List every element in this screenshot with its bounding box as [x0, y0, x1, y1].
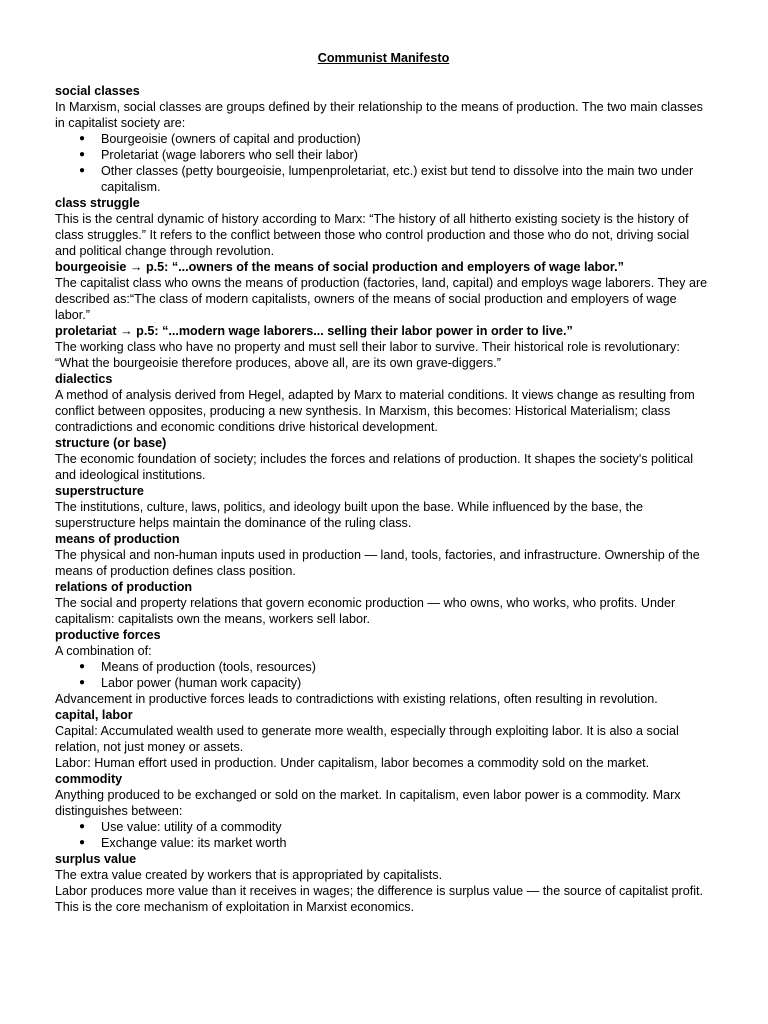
section-term: proletariat → p.5: “...modern wage laborers... selling their labor power in order to live.”	[55, 324, 573, 338]
section-term: surplus value	[55, 852, 137, 866]
list-item	[79, 147, 712, 163]
list-item-text: Use value: utility of a commodity	[101, 820, 282, 834]
bullet-icon: ●	[79, 165, 86, 176]
bullet-list	[55, 131, 712, 195]
list-item	[79, 675, 712, 691]
list-item	[79, 819, 712, 835]
document-body	[55, 83, 712, 915]
section-paragraph: Advancement in productive forces leads to contradictions with existing relations, often resulting in revolution.	[55, 692, 658, 706]
section-term: structure (or base)	[55, 436, 167, 450]
section-paragraph: In Marxism, social classes are groups defined by their relationship to the means of production. The two main classes in capitalist society are:	[55, 100, 703, 130]
list-item-text: Bourgeoisie (owners of capital and production)	[101, 132, 361, 146]
bullet-icon: ●	[79, 677, 86, 688]
section-paragraph: This is the central dynamic of history according to Marx: “The history of all hitherto existing society is the history of class struggles.” It refers to the conflict between those who control production and those who do not, driving social and political change through revolution.	[55, 212, 690, 258]
section-paragraph: Labor produces more value than it receives in wages; the difference is surplus value — the source of capitalist profit. This is the core mechanism of exploitation in Marxist economics.	[55, 884, 703, 914]
section-paragraph: Capital: Accumulated wealth used to generate more wealth, especially through exploiting labor. It is also a social relation, not just money or assets.	[55, 724, 679, 754]
list-item	[79, 835, 712, 851]
section-paragraph: The extra value created by workers that is appropriated by capitalists.	[55, 868, 443, 882]
section-term: relations of production	[55, 580, 193, 594]
section-paragraph: The physical and non-human inputs used in production — land, tools, factories, and infrastructure. Ownership of the means of production defines class position.	[55, 548, 700, 578]
section-term: means of production	[55, 532, 180, 546]
list-item-text: Proletariat (wage laborers who sell their labor)	[101, 148, 358, 162]
bullet-icon: ●	[79, 133, 86, 144]
list-item-text: Labor power (human work capacity)	[101, 676, 302, 690]
section-paragraph: The working class who have no property and must sell their labor to survive. Their historical role is revolutionary: “What the bourgeoisie therefore produces, above all, are its own grave-diggers.”	[55, 340, 680, 370]
bullet-list	[55, 659, 712, 691]
section-paragraph: A method of analysis derived from Hegel, adapted by Marx to material conditions. It views change as resulting from conflict between opposites, producing a new synthesis. In Marxism, this becomes: Historical Materialism; class contradictions and economic conditions drive historical development.	[55, 388, 695, 434]
section-term: commodity	[55, 772, 123, 786]
bullet-icon: ●	[79, 661, 86, 672]
section-term: superstructure	[55, 484, 144, 498]
section-term: capital, labor	[55, 708, 133, 722]
section-term: dialectics	[55, 372, 113, 386]
document-title: Communist Manifesto	[317, 51, 450, 65]
list-item	[79, 131, 712, 147]
list-item-text: Exchange value: its market worth	[101, 836, 287, 850]
section-term: social classes	[55, 84, 140, 98]
list-item	[79, 163, 712, 195]
section-term: productive forces	[55, 628, 161, 642]
bullet-icon: ●	[79, 821, 86, 832]
bullet-list	[55, 819, 712, 851]
section-paragraph: Labor: Human effort used in production. Under capitalism, labor becomes a commodity sold on the market.	[55, 756, 650, 770]
section-paragraph: The social and property relations that govern economic production — who owns, who works, who profits. Under capitalism: capitalists own the means, workers sell labor.	[55, 596, 676, 626]
section-term: class struggle	[55, 196, 140, 210]
section-paragraph: The institutions, culture, laws, politics, and ideology built upon the base. While influenced by the base, the superstructure helps maintain the dominance of the ruling class.	[55, 500, 644, 530]
list-item-text: Other classes (petty bourgeoisie, lumpenproletariat, etc.) exist but tend to dissolve into the main two under capitalism.	[101, 164, 694, 194]
section-paragraph: A combination of:	[55, 644, 152, 658]
list-item-text: Means of production (tools, resources)	[101, 660, 316, 674]
list-item	[79, 659, 712, 675]
section-paragraph: The economic foundation of society; includes the forces and relations of production. It shapes the society's political and ideological institutions.	[55, 452, 694, 482]
section-paragraph: Anything produced to be exchanged or sold on the market. In capitalism, even labor power is a commodity. Marx distinguishes between:	[55, 788, 681, 818]
section-paragraph: The capitalist class who owns the means of production (factories, land, capital) and employs wage laborers. They are described as:“The class of modern capitalists, owners of the means of social production and employers of wage labor.”	[55, 276, 708, 322]
bullet-icon: ●	[79, 149, 86, 160]
section-term: bourgeoisie → p.5: “...owners of the means of social production and employers of wage labor.”	[55, 260, 624, 274]
bullet-icon: ●	[79, 837, 86, 848]
